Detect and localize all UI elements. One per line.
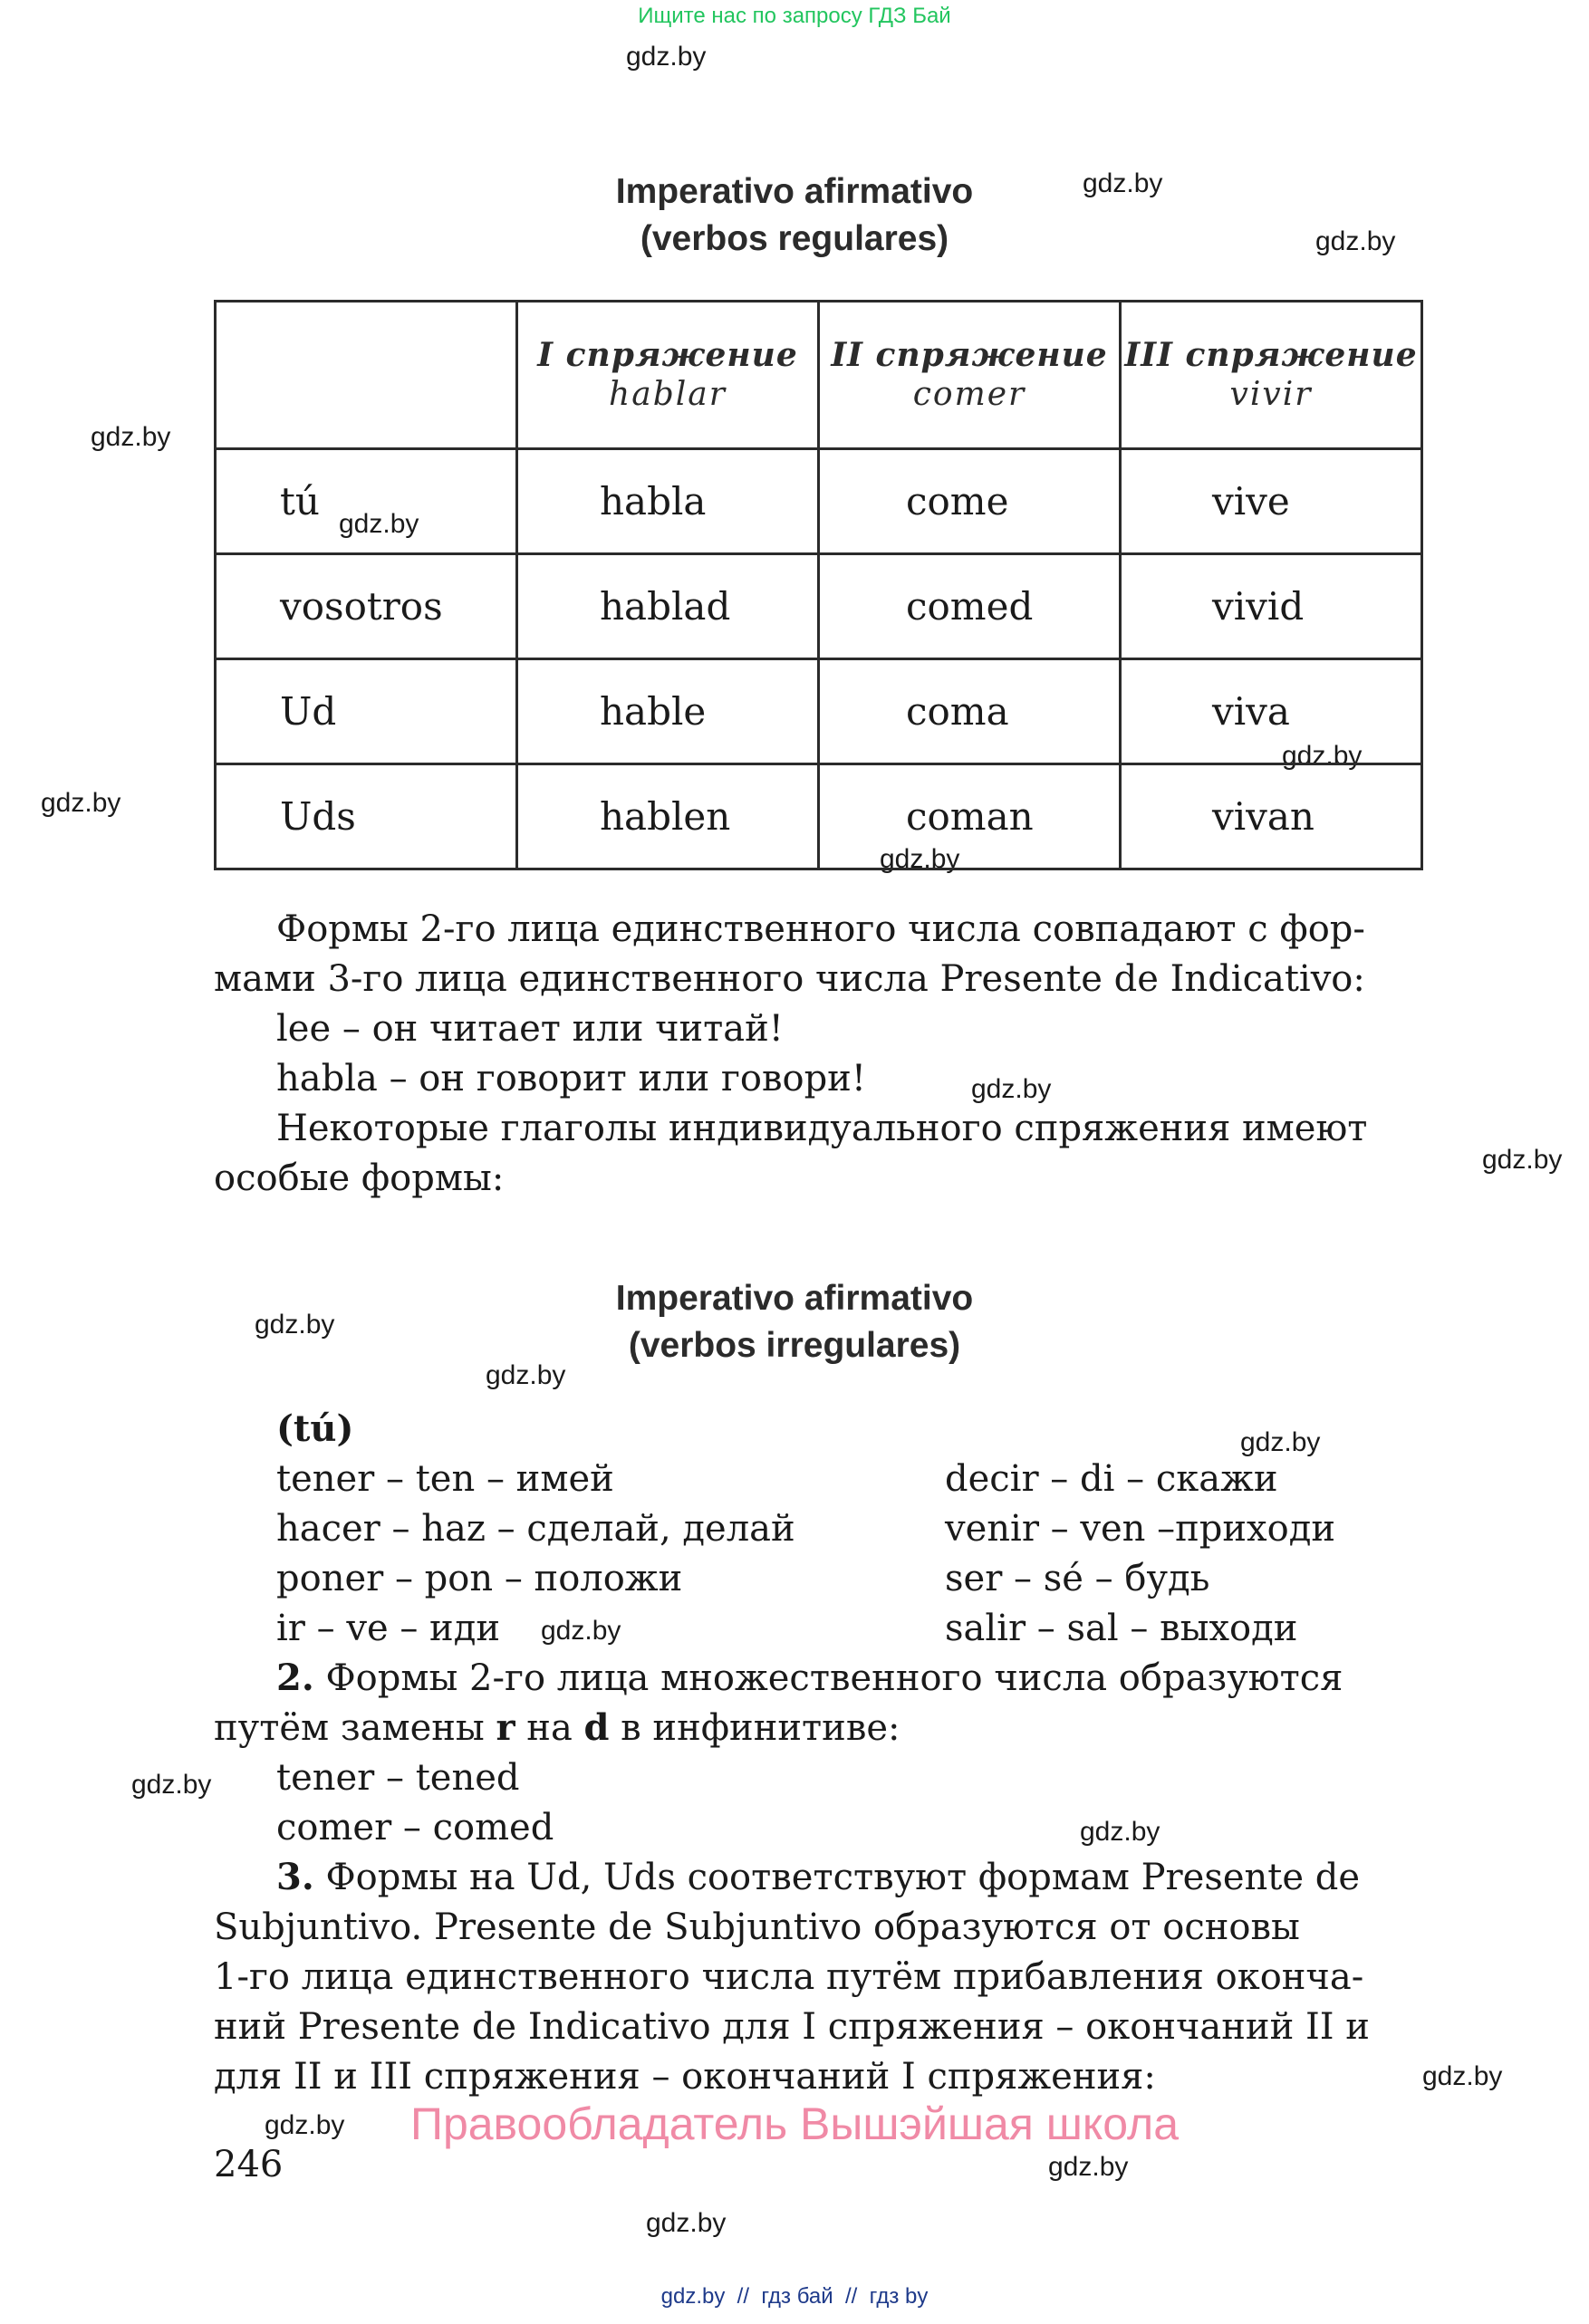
watermark: gdz.by (626, 42, 707, 72)
watermark: gdz.by (541, 1616, 621, 1646)
list-item: ir – ve – иди (276, 1608, 500, 1649)
para2-example2: comer – comed (276, 1807, 554, 1849)
para2-line1-text: Формы 2-го лица множественного числа образуются (313, 1657, 1343, 1699)
watermark: gdz.by (255, 1310, 335, 1340)
para1-line1: Формы 2-го лица единственного числа совпадают с фор- (276, 908, 1365, 950)
table-row (216, 554, 1422, 659)
page-number: 246 (214, 2144, 284, 2185)
para3-line4: ний Presente de Indicativo для I спряжения – окончаний II и (214, 2006, 1370, 2048)
copyright-notice: Правообладатель Вышэйшая школа (410, 2098, 1179, 2149)
watermark: gdz.by (339, 509, 419, 539)
footer-links[interactable]: gdz.by // гдз бай // гдз by (660, 2284, 929, 2309)
watermark: gdz.by (1240, 1427, 1321, 1457)
list-item: hacer – haz – сделай, делай (276, 1508, 795, 1550)
form-cell: vivan (1121, 764, 1422, 869)
conjugation-label: II спряжение (831, 336, 1108, 374)
watermark: gdz.by (1083, 168, 1163, 198)
para2-line1 (276, 1653, 1343, 1704)
form-cell: coman (819, 764, 1121, 869)
para2-bold-r: r (496, 1706, 515, 1749)
table-header-row (216, 302, 1422, 449)
conjugation-label: III спряжение (1124, 336, 1418, 374)
heading-regular-line2: (verbos regulares) (640, 219, 949, 258)
table-header-cell (517, 302, 819, 449)
table-corner-cell (216, 302, 517, 449)
para2-line2-c: в инфинитиве: (609, 1707, 900, 1749)
person-cell: Ud (216, 659, 517, 764)
form-cell: viva (1121, 659, 1422, 764)
heading-irregular-line1: Imperativo afirmativo (615, 1279, 974, 1318)
list-item: venir – ven –приходи (945, 1508, 1335, 1550)
watermark: gdz.by (1482, 1145, 1563, 1175)
para2-example1: tener – tened (276, 1757, 520, 1799)
para3-line1-text: Формы на Ud, Uds соответствуют формам Presente de (313, 1857, 1361, 1898)
form-cell: come (819, 449, 1121, 554)
para2-line2 (214, 1703, 900, 1753)
table-row (216, 764, 1422, 869)
para3-line1 (276, 1852, 1360, 1903)
watermark: gdz.by (971, 1074, 1052, 1104)
para3-number: 3. (276, 1856, 314, 1898)
heading-regular-line1: Imperativo afirmativo (615, 172, 974, 211)
table-header-cell (1121, 302, 1422, 449)
watermark: gdz.by (1315, 226, 1396, 256)
person-cell: Uds (216, 764, 517, 869)
para1-line2: мами 3-го лица единственного числа Presente de Indicativo: (214, 958, 1365, 1000)
conjugation-verb: vivir (1229, 376, 1313, 413)
form-cell: hablad (517, 554, 819, 659)
para3-line3: 1-го лица единственного числа путём прибавления оконча- (214, 1956, 1364, 1998)
form-cell: vive (1121, 449, 1422, 554)
para2-number: 2. (276, 1657, 314, 1699)
form-cell: vivid (1121, 554, 1422, 659)
list-item: salir – sal – выходи (945, 1608, 1298, 1649)
para1-example1: lee – он читает или читай! (276, 1008, 784, 1050)
conjugation-table (214, 300, 1423, 870)
watermark: gdz.by (880, 844, 960, 874)
para2-bold-d: d (583, 1706, 610, 1749)
watermark: gdz.by (1422, 2061, 1503, 2091)
list-item: tener – ten – имей (276, 1458, 614, 1500)
form-cell: habla (517, 449, 819, 554)
para2-line2-b: на (515, 1707, 584, 1749)
watermark: gdz.by (646, 2208, 727, 2238)
para1-example2: habla – он говорит или говори! (276, 1058, 866, 1100)
person-cell: tú (216, 449, 517, 554)
table-header-cell (819, 302, 1121, 449)
watermark: gdz.by (1048, 2152, 1129, 2182)
para3-line2: Subjuntivo. Presente de Subjuntivo образуются от основы (214, 1906, 1300, 1948)
heading-regular (0, 168, 1589, 263)
watermark: gdz.by (1282, 741, 1363, 771)
list-item: poner – pon – положи (276, 1558, 683, 1599)
table-row (216, 449, 1422, 554)
person-cell: vosotros (216, 554, 517, 659)
para2-line2-a: путём замены (214, 1707, 496, 1749)
watermark: gdz.by (41, 788, 121, 818)
form-cell: hable (517, 659, 819, 764)
conjugation-verb: comer (912, 376, 1026, 413)
table-row (216, 659, 1422, 764)
watermark: gdz.by (486, 1360, 566, 1390)
watermark: gdz.by (265, 2110, 345, 2140)
watermark: gdz.by (91, 422, 171, 452)
list-item: decir – di – скажи (945, 1458, 1278, 1500)
heading-irregular (0, 1275, 1589, 1369)
watermark: gdz.by (1080, 1817, 1160, 1847)
form-cell: comed (819, 554, 1121, 659)
conjugation-verb: hablar (609, 376, 727, 413)
irregular-label: (tú) (276, 1407, 354, 1450)
top-banner[interactable]: Ищите нас по запросу ГДЗ Бай (638, 4, 951, 28)
para1-line3: Некоторые глаголы индивидуального спряжения имеют (276, 1108, 1368, 1149)
list-item: ser – sé – будь (945, 1558, 1210, 1599)
heading-irregular-line2: (verbos irregulares) (628, 1326, 961, 1365)
para1-line4: особые формы: (214, 1157, 505, 1199)
conjugation-label: I спряжение (537, 336, 798, 374)
form-cell: coma (819, 659, 1121, 764)
form-cell: hablen (517, 764, 819, 869)
para3-line5: для II и III спряжения – окончаний I спряжения: (214, 2056, 1156, 2098)
watermark: gdz.by (131, 1770, 212, 1800)
